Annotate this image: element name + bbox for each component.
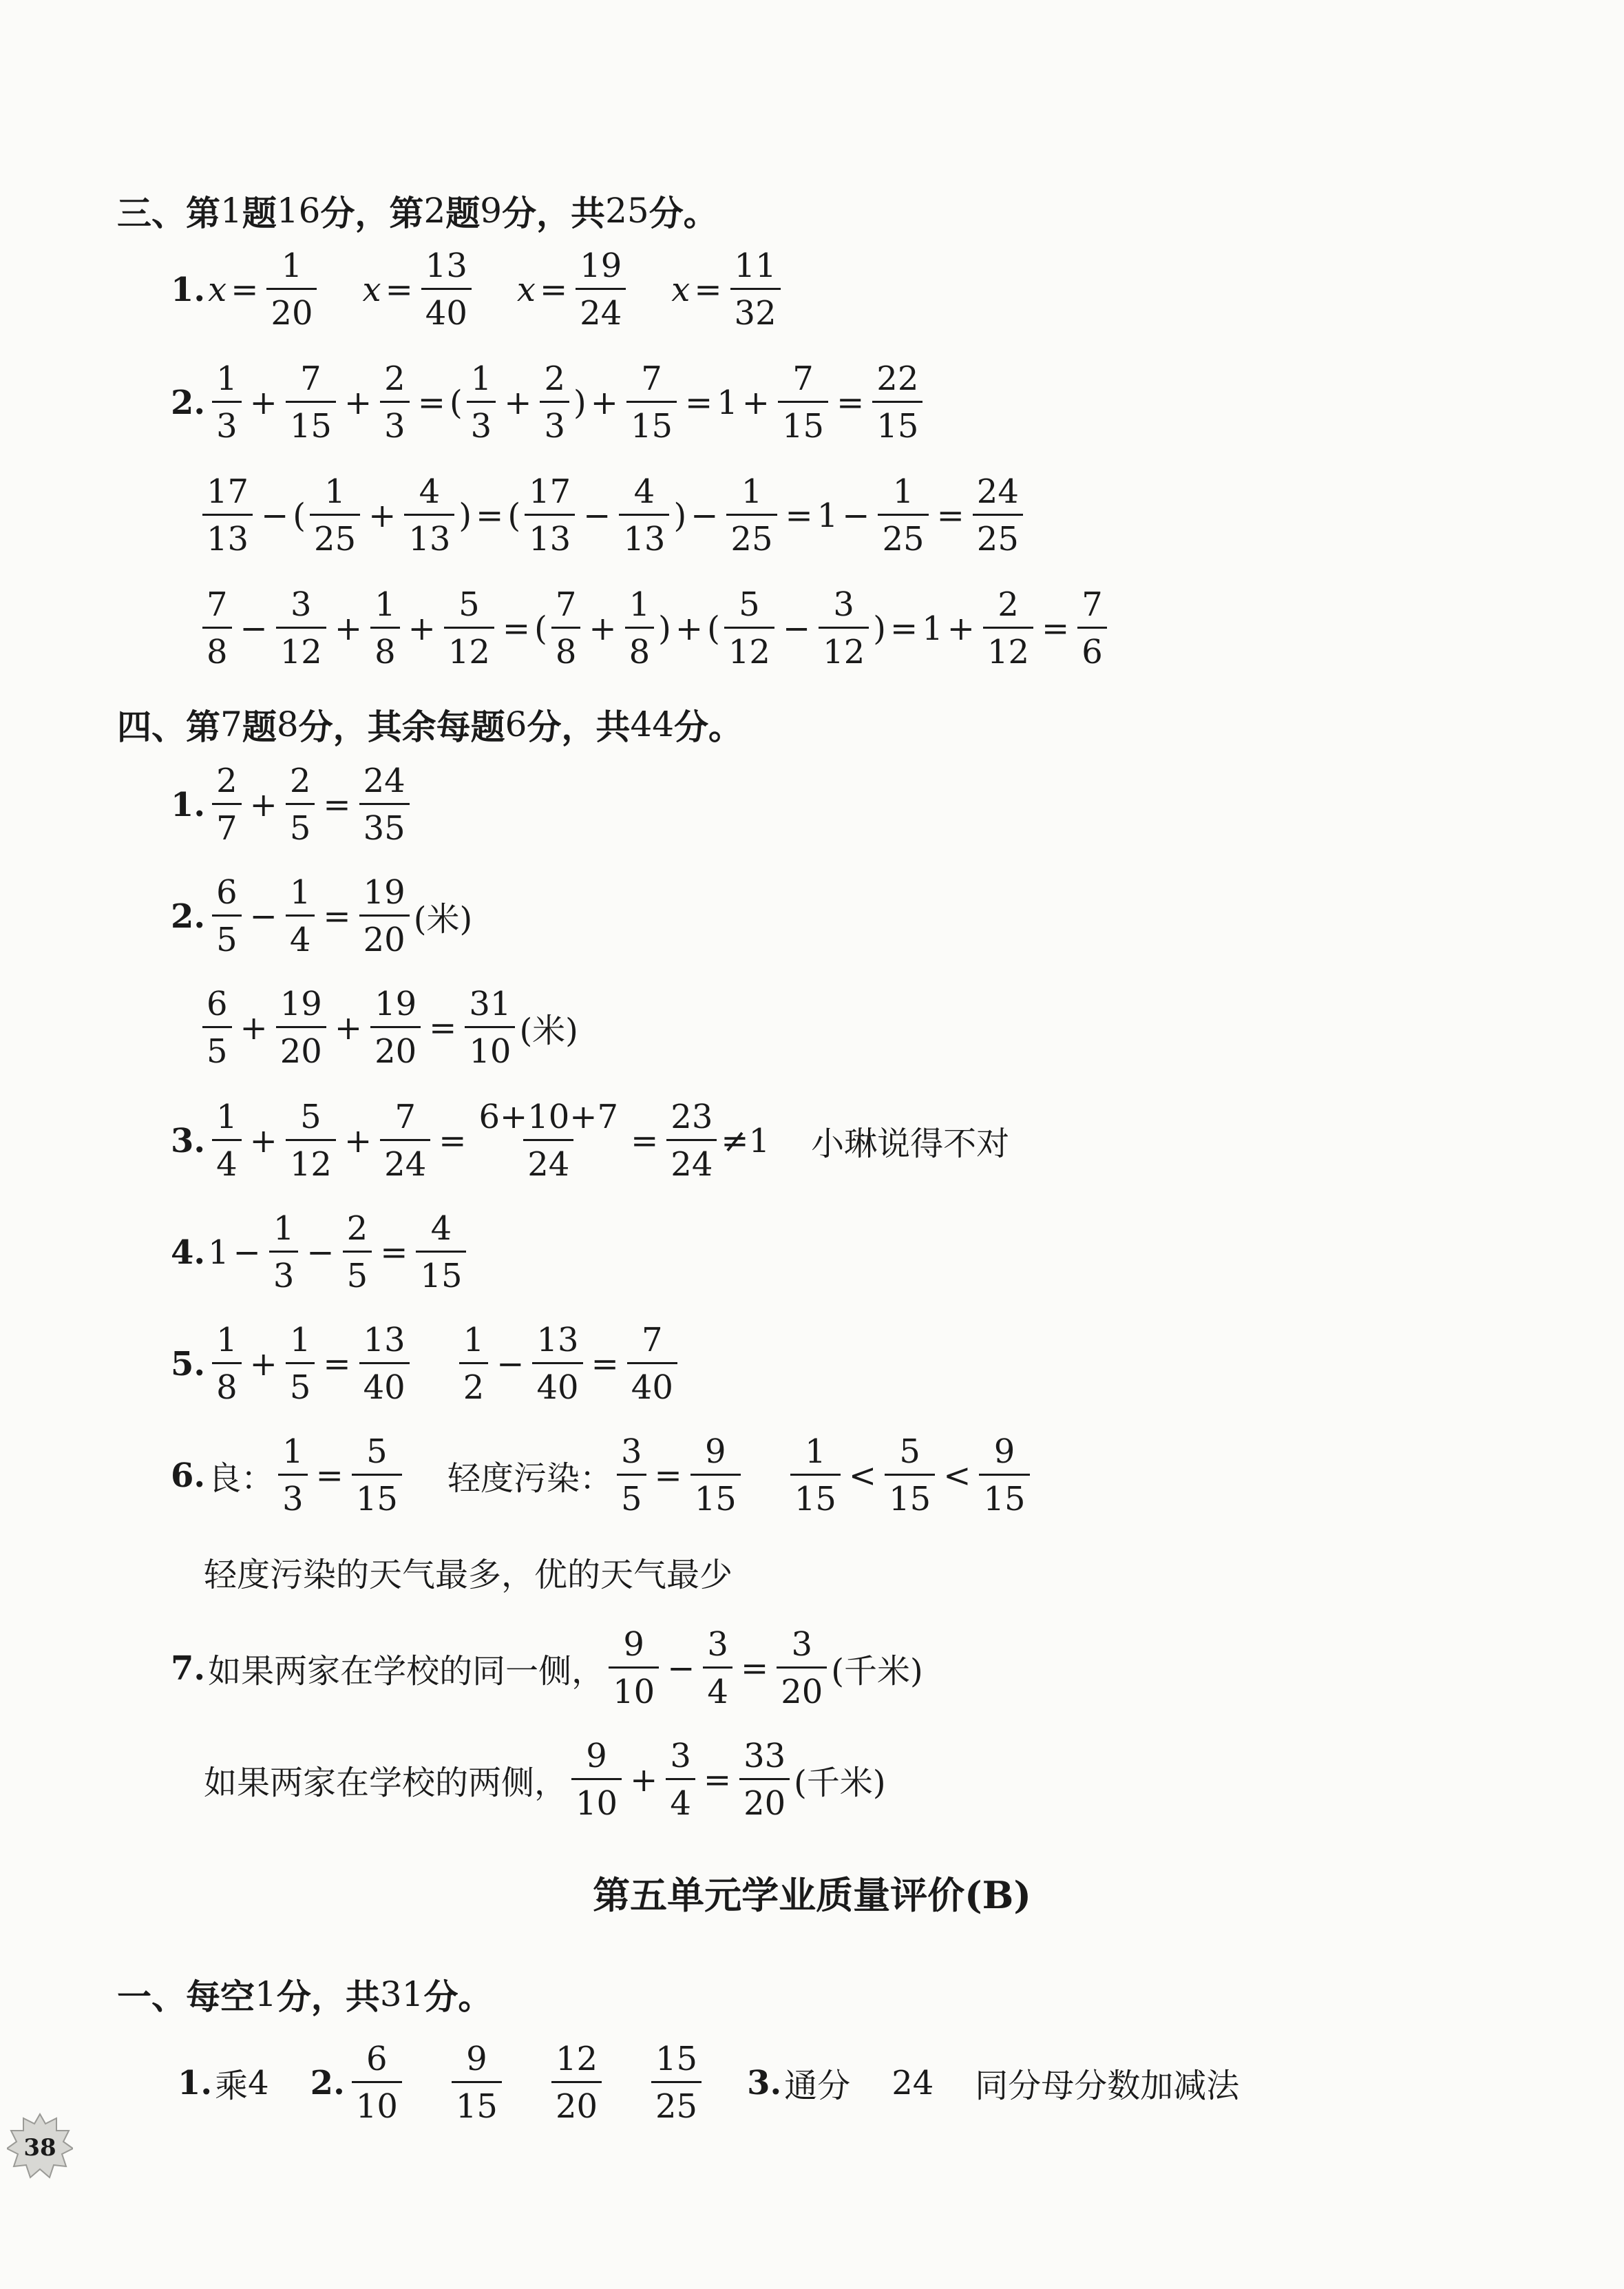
s4-q7-line2: 如果两家在学校的两侧， $\frac{9}{10}$ + $\frac{3}{4}$ = $\frac{33}{20}$ (千米) xyxy=(204,1737,886,1823)
header-number: 1 xyxy=(220,191,242,231)
header-text: 题 xyxy=(242,193,277,233)
s4-q2-line1: 2. $\frac{6}{5}$ − $\frac{1}{4}$ = $\frac{19}{20}$ (米) xyxy=(171,873,473,959)
variable-x: x xyxy=(516,270,536,309)
header-text: 分，共 xyxy=(502,193,606,233)
header-number: 16 xyxy=(276,191,321,231)
s4-q3: 3. $\frac{1}{4}$ + $\frac{5}{12}$ + $\frac{7}{24}$ = $\frac{6+10+7}{24}$ = $\frac{23}{24}$ ≠ 1 小琳说得不对 xyxy=(171,1098,1010,1184)
header-text: 三、第 xyxy=(117,193,220,233)
equals: = xyxy=(694,270,722,309)
equals: = xyxy=(231,270,259,309)
s4-q4: 4. 1 − $\frac{1}{3}$ − $\frac{2}{5}$ = $\frac{4}{15}$ xyxy=(171,1212,470,1293)
s3-q2-line2: $\frac{17}{13}$ − ( $\frac{1}{25}$ + $\frac{4}{13}$ ) = ( $\frac{17}{13}$ − $\frac{4}{13}$ ) − $\frac{1}{25}$ = 1 − $\frac{1}{25}$ = $\frac{24}{25}$ xyxy=(198,475,1027,556)
variable-x: x xyxy=(671,270,690,309)
header-text: 分，第 xyxy=(320,193,424,233)
unit5-section-1-header: 一、每空 1 分，共 31 分。 xyxy=(117,1974,493,2017)
conclusion-text: 小琳说得不对 xyxy=(811,1125,1010,1163)
equals: = xyxy=(385,270,413,309)
variable-x: x xyxy=(362,270,381,309)
variable-x: x xyxy=(208,270,227,309)
s4-q6: 6. 良： $\frac{1}{3}$ = $\frac{5}{15}$ 轻度污染： $\frac{3}{5}$ = $\frac{9}{15}$ $\frac{1}{15}$ < $\frac{5}{15}$ < $\frac{9}{15}$ xyxy=(171,1435,1034,1516)
unit5-s1-answers: 1. 乘 4 2. $\frac{6}{10}$ $\frac{9}{15}$ $\frac{12}{20}$ $\frac{15}{25}$ 3. 通分 24 同分母分数加减法 xyxy=(178,2040,1240,2126)
fraction: $\frac{11}{32}$ xyxy=(730,249,781,330)
s4-q2-line2: $\frac{6}{5}$ + $\frac{19}{20}$ + $\frac{19}{20}$ = $\frac{31}{10}$ (米) xyxy=(198,987,578,1068)
page-number: 38 xyxy=(23,2134,56,2162)
header-number: 25 xyxy=(605,191,649,231)
header-number: 9 xyxy=(480,191,503,231)
s4-q1: 1. $\frac{2}{7}$ + $\frac{2}{5}$ = $\frac{24}{35}$ xyxy=(171,764,414,845)
s3-q2-line1: 2. $\frac{1}{3}$ + $\frac{7}{15}$ + $\frac{2}{3}$ = ( $\frac{1}{3}$ + $\frac{2}{3}$ ) + $\frac{7}{15}$ = 1 + $\frac{7}{15}$ = $\frac{22}{15}$ xyxy=(171,362,927,443)
section-3-header xyxy=(117,186,718,236)
equals: = xyxy=(539,270,568,309)
s4-q5: 5. $\frac{1}{8}$ + $\frac{1}{5}$ = $\frac{13}{40}$ $\frac{1}{2}$ − $\frac{13}{40}$ = $\frac{7}{40}$ xyxy=(171,1324,682,1404)
s3-q2-line3: $\frac{7}{8}$ − $\frac{3}{12}$ + $\frac{1}{8}$ + $\frac{5}{12}$ = ( $\frac{7}{8}$ + $\frac{1}{8}$ ) + ( $\frac{5}{12}$ − $\frac{3}{12}$ ) = 1 + $\frac{2}{12}$ = $\frac{7}{6}$ xyxy=(198,588,1111,669)
fraction: $\frac{1}{20}$ xyxy=(266,249,317,330)
s3-q1 xyxy=(171,247,785,333)
s4-q7-line1: 7. 如果两家在学校的同一侧， $\frac{9}{10}$ − $\frac{3}{4}$ = $\frac{3}{20}$ (千米) xyxy=(171,1625,923,1711)
fraction: $\frac{13}{40}$ xyxy=(421,249,472,330)
header-text: 分。 xyxy=(648,193,718,233)
question-number: 1. xyxy=(171,270,206,309)
s4-q6-conclusion: 轻度污染的天气最多，优的天气最少 xyxy=(204,1556,733,1594)
fraction: $\frac{19}{24}$ xyxy=(576,249,626,330)
page-number-badge xyxy=(7,2113,73,2179)
question-number: 2. xyxy=(171,383,206,422)
section-4-header: 四、第 7 题 8 分，其余每题 6 分，共 44 分。 xyxy=(117,704,744,747)
header-text: 题 xyxy=(445,193,481,233)
header-number: 2 xyxy=(423,191,446,231)
unit5-title: 第五单元学业质量评价(B) xyxy=(593,1873,1031,1917)
